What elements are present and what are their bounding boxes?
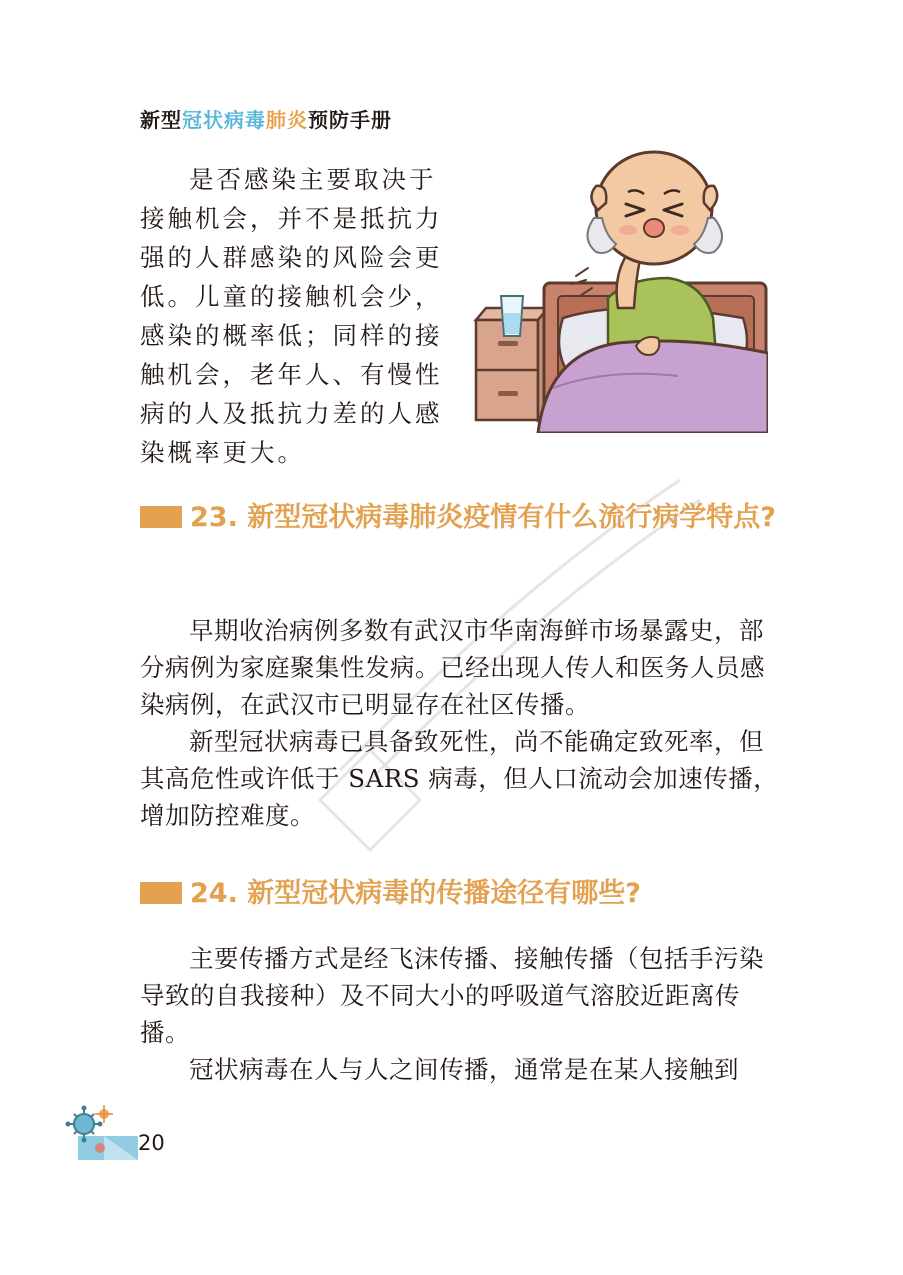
- header-title-part2: 冠状病毒: [182, 108, 266, 132]
- section-23-heading: [140, 496, 780, 540]
- section-24-paragraph-2: 冠状病毒在人与人之间传播，通常是在某人接触到: [189, 1055, 739, 1084]
- section-24-paragraph-1: 主要传播方式是经飞沫传播、接触传播（包括手污染导致的自我接种）及不同大小的呼吸道气溶胶近距离传播。: [140, 944, 764, 1047]
- water-glass-icon: [501, 296, 523, 336]
- intro-paragraph: 是否感染主要取决于接触机会，并不是抵抗力强的人群感染的风险会更低。儿童的接触机会少，感染的概率低；同样的接触机会，老年人、有慢性病的人及抵抗力差的人感染概率更大。: [140, 165, 443, 467]
- section-23-paragraph-2: 新型冠状病毒已具备致死性，尚不能确定致死率，但其高危性或许低于 SARS 病毒，但人口流动会加速传播，增加防控难度。: [140, 727, 779, 830]
- header-title-part3: 肺炎: [266, 108, 308, 132]
- section-24-heading: [140, 872, 780, 916]
- section-23-title: 23. 新型冠状病毒肺炎疫情有什么流行病学特点?: [190, 502, 776, 533]
- page-number: 20: [138, 1131, 165, 1155]
- section-24-body: [140, 940, 780, 1088]
- sick-elderly-man-illustration: [468, 148, 768, 433]
- running-header: [140, 104, 392, 133]
- heading-bar-icon: [140, 882, 182, 904]
- elderly-man-head-icon: [572, 152, 722, 296]
- heading-bar-icon: [140, 506, 182, 528]
- section-23-body: [140, 612, 780, 834]
- intro-text: [140, 160, 445, 472]
- section-24-title: 24. 新型冠状病毒的传播途径有哪些?: [190, 878, 641, 909]
- header-title-part1: 新型: [140, 108, 182, 132]
- section-23-paragraph-1: 早期收治病例多数有武汉市华南海鲜市场暴露史，部分病例为家庭聚集性发病。已经出现人传人和医务人员感染病例，在武汉市已明显存在社区传播。: [140, 616, 765, 719]
- header-title-part4: 预防手册: [308, 108, 392, 132]
- coronavirus-icon: [64, 1102, 144, 1162]
